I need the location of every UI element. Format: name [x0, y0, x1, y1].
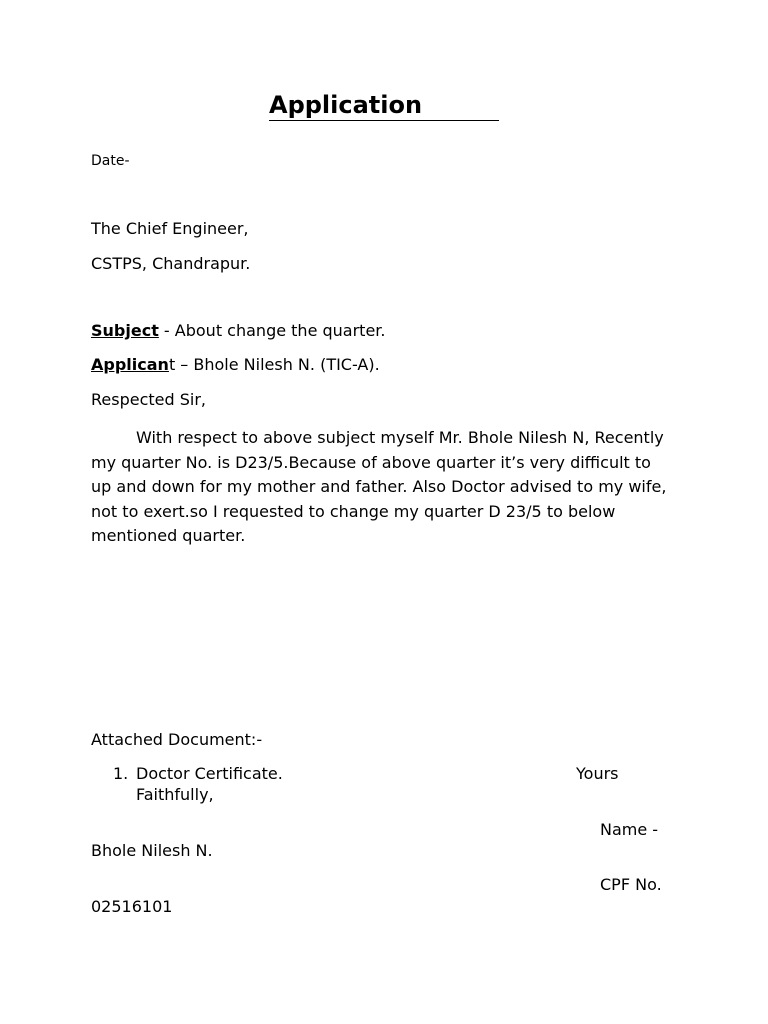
signature-cpf-label: CPF No.	[600, 875, 662, 894]
attachment-text: Doctor Certificate.	[136, 764, 283, 783]
attached-document-label: Attached Document:-	[91, 730, 263, 749]
recipient-line-2: CSTPS, Chandrapur.	[91, 254, 251, 273]
body-paragraph-text: With respect to above subject myself Mr. Bhole Nilesh N, Recently my quarter No. is D23/5.Because of above quarter it’s very difficult to up and down for my mother and father. Also Doctor advised to my wife, not to exert.so I requested to change my quarter D 23/5 to below mentioned quarter.	[91, 428, 667, 545]
salutation: Respected Sir,	[91, 390, 206, 409]
recipient-line-1: The Chief Engineer,	[91, 219, 249, 238]
signature-name-value: Bhole Nilesh N.	[91, 841, 213, 860]
subject-label: Subject	[91, 321, 159, 340]
signature-name-label: Name -	[600, 820, 659, 839]
date-label: Date-	[91, 153, 130, 169]
applicant-line	[91, 355, 380, 374]
subject-line	[91, 321, 385, 340]
applicant-text: t – Bhole Nilesh N. (TIC-A).	[168, 355, 380, 374]
document-title: Application	[269, 91, 499, 121]
subject-text: - About change the quarter.	[158, 321, 386, 340]
closing-yours: Yours	[576, 764, 619, 783]
signature-cpf-value: 02516101	[91, 897, 173, 916]
closing-faithfully: Faithfully,	[136, 785, 214, 804]
attachment-number: 1.	[113, 764, 129, 783]
body-paragraph	[91, 426, 671, 549]
applicant-label: Applican	[91, 355, 169, 374]
